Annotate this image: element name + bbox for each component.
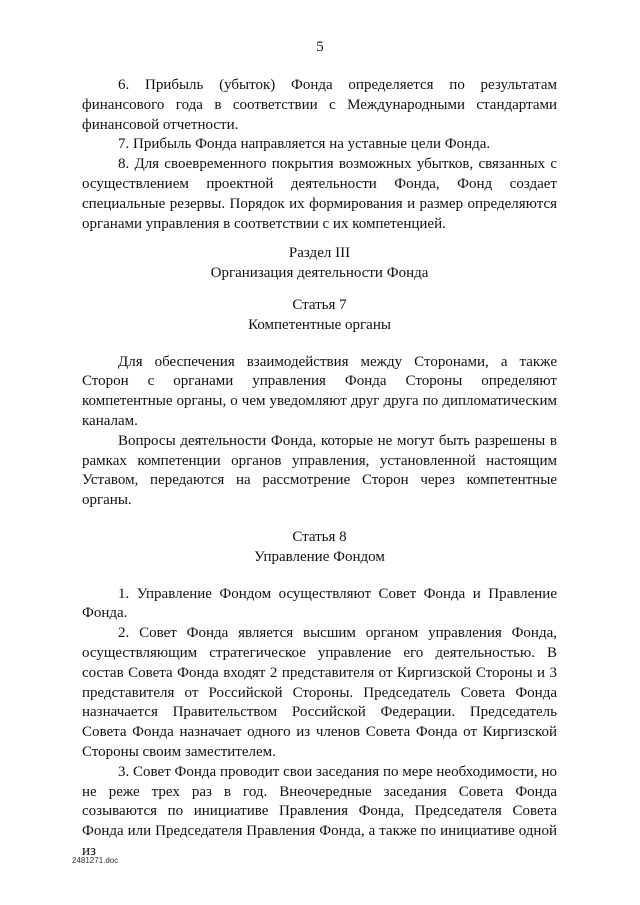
spacer bbox=[82, 284, 557, 296]
article-8-paragraph-1: 1. Управление Фондом осуществляют Совет Фонда и Правление Фонда. bbox=[82, 585, 557, 622]
document-body bbox=[82, 76, 557, 862]
article-8-title: Статья 8 bbox=[292, 528, 347, 545]
section-3-subtitle: Организация деятельности Фонда bbox=[210, 265, 429, 282]
article-7-paragraph-1: Для обеспечения взаимодействия между Сторонами, а также Сторон с органами управления Фонда Стороны определяют компетентные органы, о чем уведомляют друг друга по дипломатическим каналам. bbox=[82, 353, 557, 429]
spacer bbox=[82, 336, 557, 353]
spacer bbox=[82, 234, 557, 244]
page-number: 5 bbox=[316, 39, 324, 55]
article-8-paragraph-2: 2. Совет Фонда является высшим органом управления Фонда, осуществляющим стратегическое управление его деятельностью. В состав Совета Фонда входят 2 представителя от Киргизской Стороны и 3 представителя от Российской Стороны. Председатель Совета Фонда назначается Правительством Российской Федерации. Председатель Совета Фонда назначает одного из членов Совета Фонда от Киргизской Стороны своим заместителем. bbox=[82, 625, 557, 760]
spacer bbox=[82, 511, 557, 528]
article-7-subtitle: Компетентные органы bbox=[248, 316, 391, 333]
paragraph-8: 8. Для своевременного покрытия возможных убытков, связанных с осуществлением проектной деятельности Фонда, Фонд создает специальные резервы. Порядок их формирования и размер определяются органами управления в соответствии с их компетенцией. bbox=[82, 156, 557, 232]
article-7-paragraph-2: Вопросы деятельности Фонда, которые не могут быть разрешены в рамках компетенции органов управления, установленной настоящим Уставом, передаются на рассмотрение Сторон через компетентные органы. bbox=[82, 432, 557, 509]
spacer bbox=[82, 568, 557, 585]
article-8-subtitle: Управление Фондом bbox=[254, 548, 385, 565]
paragraph-6: 6. Прибыль (убыток) Фонда определяется по результатам финансового года в соответствии с Международными стандартами финансовой отчетности. bbox=[82, 77, 557, 133]
section-3-title: Раздел III bbox=[288, 245, 351, 262]
document-file-code: 2481271.doc bbox=[72, 856, 119, 865]
paragraph-7: 7. Прибыль Фонда направляется на уставные цели Фонда. bbox=[118, 136, 491, 153]
article-8-paragraph-3: 3. Совет Фонда проводит свои заседания по мере необходимости, но не реже трех раз в год. Внеочередные заседания Совета Фонда созываются по инициативе Правления Фонда, Председателя Совета Фонда или Председателя Правления Фонда, а также по инициативе одной из bbox=[82, 763, 557, 859]
article-7-title: Статья 7 bbox=[292, 296, 347, 313]
